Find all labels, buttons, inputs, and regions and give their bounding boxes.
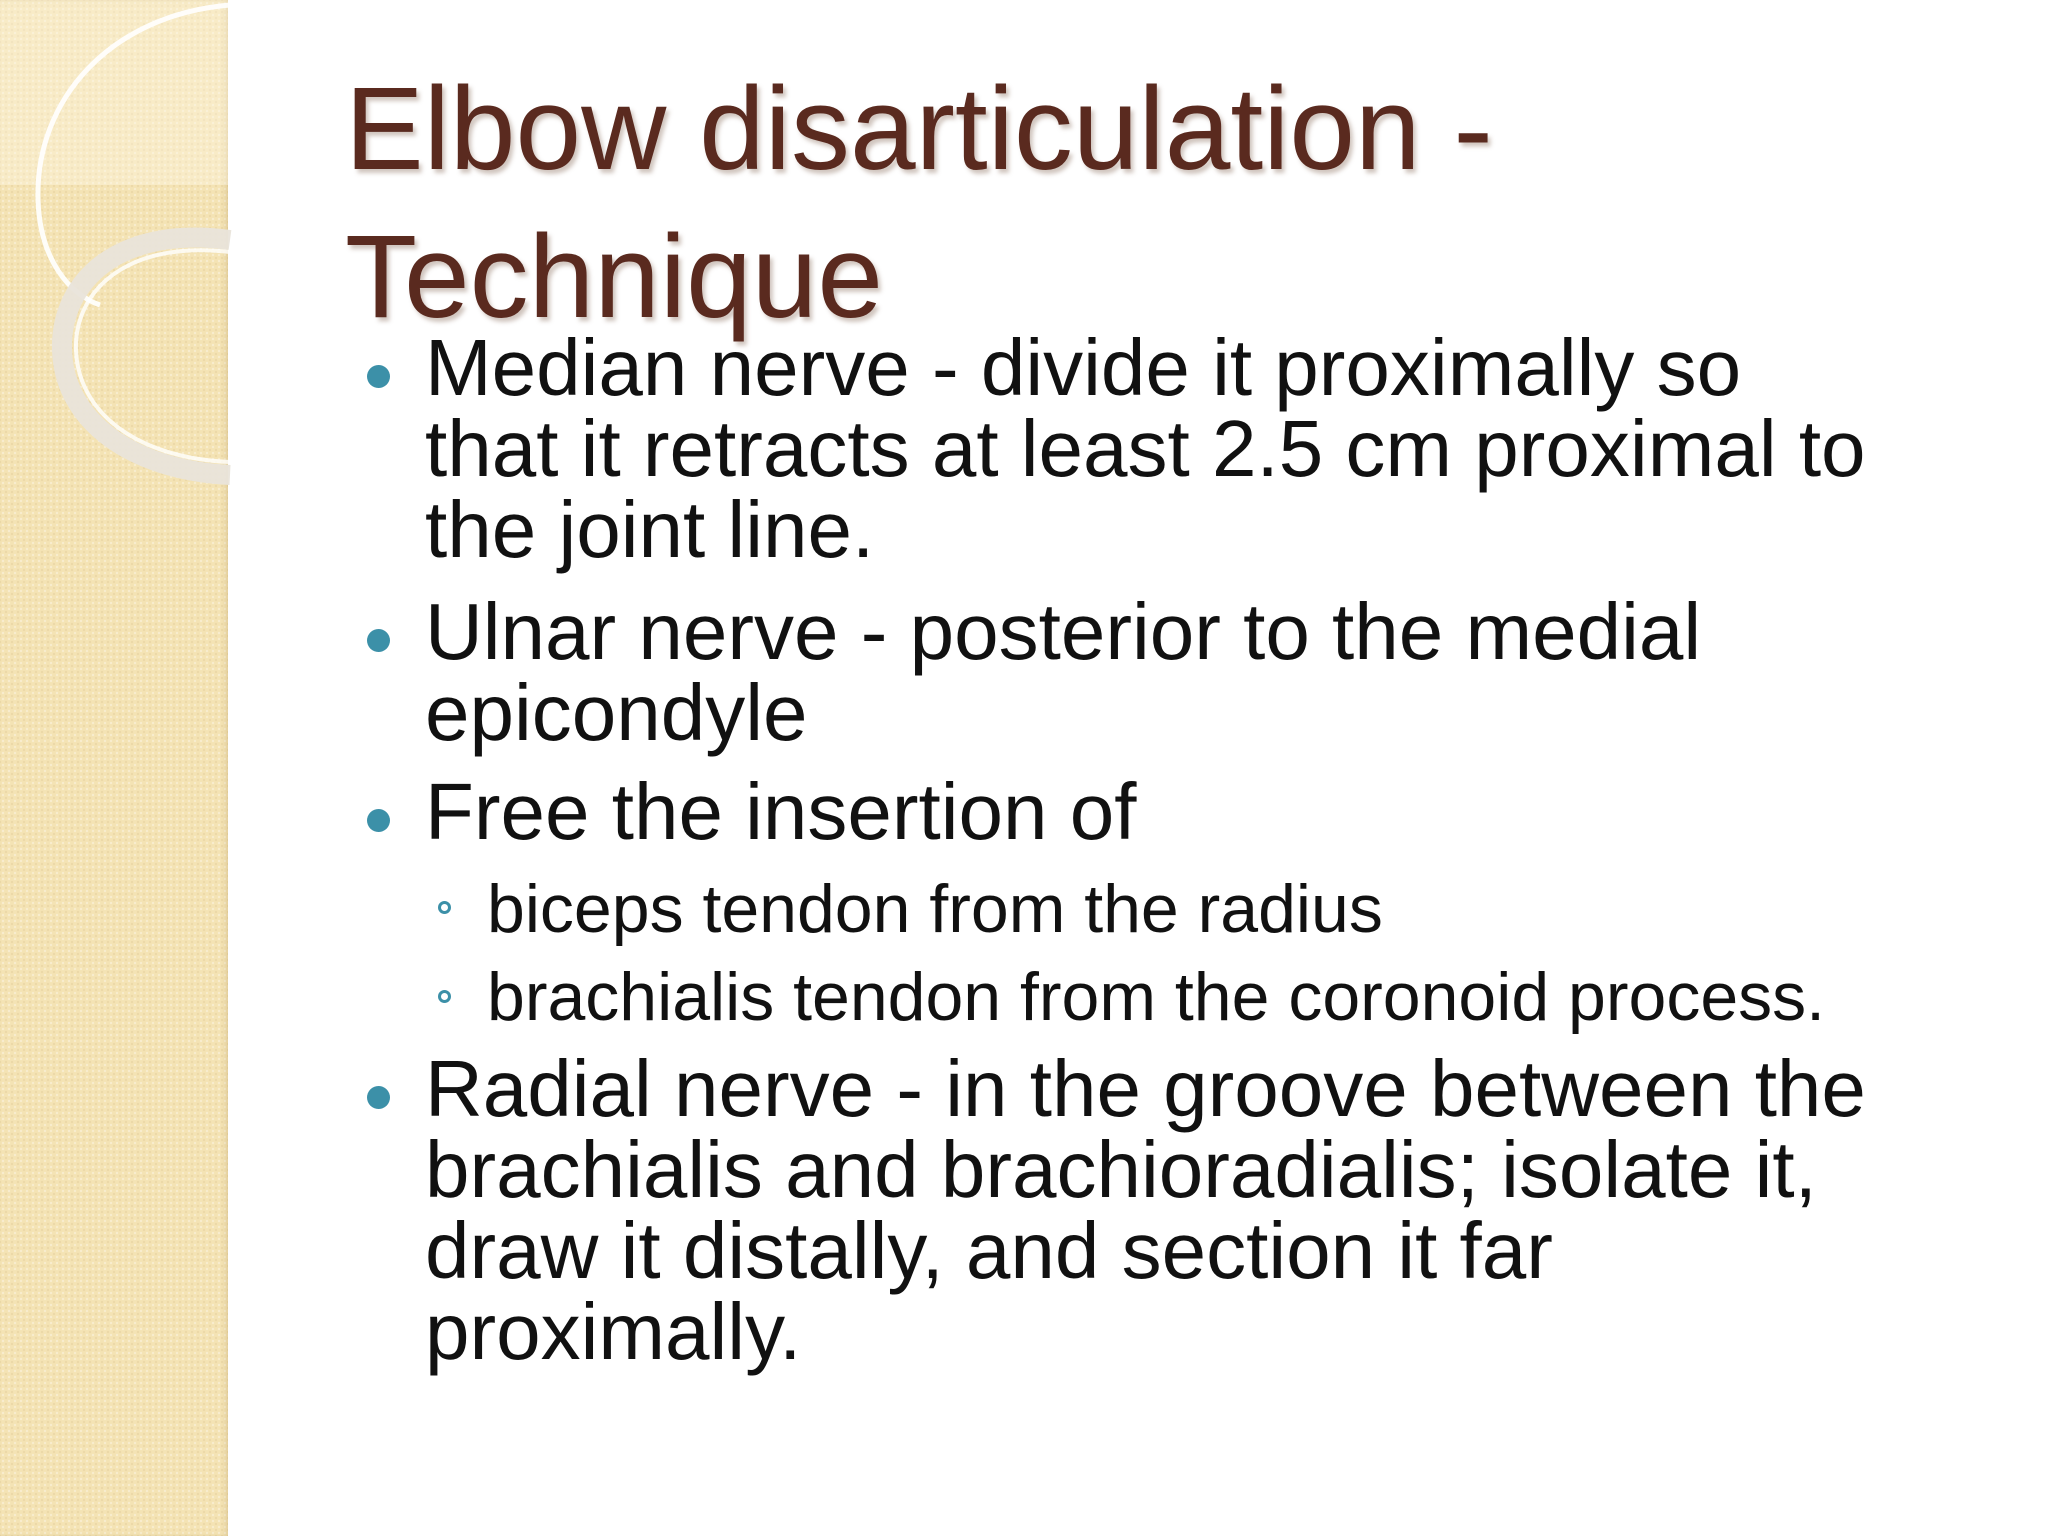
sub-bullet-brachialis: brachialis tendon from the coronoid process. — [487, 959, 1826, 1035]
bullet-line: brachialis and brachioradialis; isolate it, — [425, 1125, 1817, 1214]
title-line-1: Elbow disarticulation - — [345, 63, 1493, 195]
filled-dot-icon — [367, 809, 390, 832]
ring-icon — [438, 990, 451, 1003]
title-line-2: Technique — [345, 211, 883, 343]
filled-dot-icon — [367, 629, 390, 652]
bullet-line: proximally. — [425, 1287, 802, 1376]
bullet-line: Median nerve - divide it proximally so — [425, 323, 1742, 412]
bullet-item-radial-nerve — [425, 1044, 2025, 1376]
bullet-item-ulnar-nerve — [425, 587, 2025, 757]
bullet-line: Radial nerve - in the groove between the — [425, 1044, 1866, 1133]
bullet-line: Free the insertion of — [425, 767, 1137, 856]
bullet-line: epicondyle — [425, 668, 808, 757]
filled-dot-icon — [367, 1086, 390, 1109]
bullet-item-free-insertion — [425, 767, 2025, 856]
bullet-line: the joint line. — [425, 485, 875, 574]
bullet-line: that it retracts at least 2.5 cm proximal to — [425, 404, 1866, 493]
ring-icon — [438, 901, 451, 914]
bullet-item-median-nerve — [425, 323, 2025, 574]
sub-bullet-biceps: biceps tendon from the radius — [487, 871, 1383, 947]
bullet-line: draw it distally, and section it far — [425, 1206, 1553, 1295]
filled-dot-icon — [367, 365, 390, 388]
bullet-line: Ulnar nerve - posterior to the medial — [425, 587, 1702, 676]
